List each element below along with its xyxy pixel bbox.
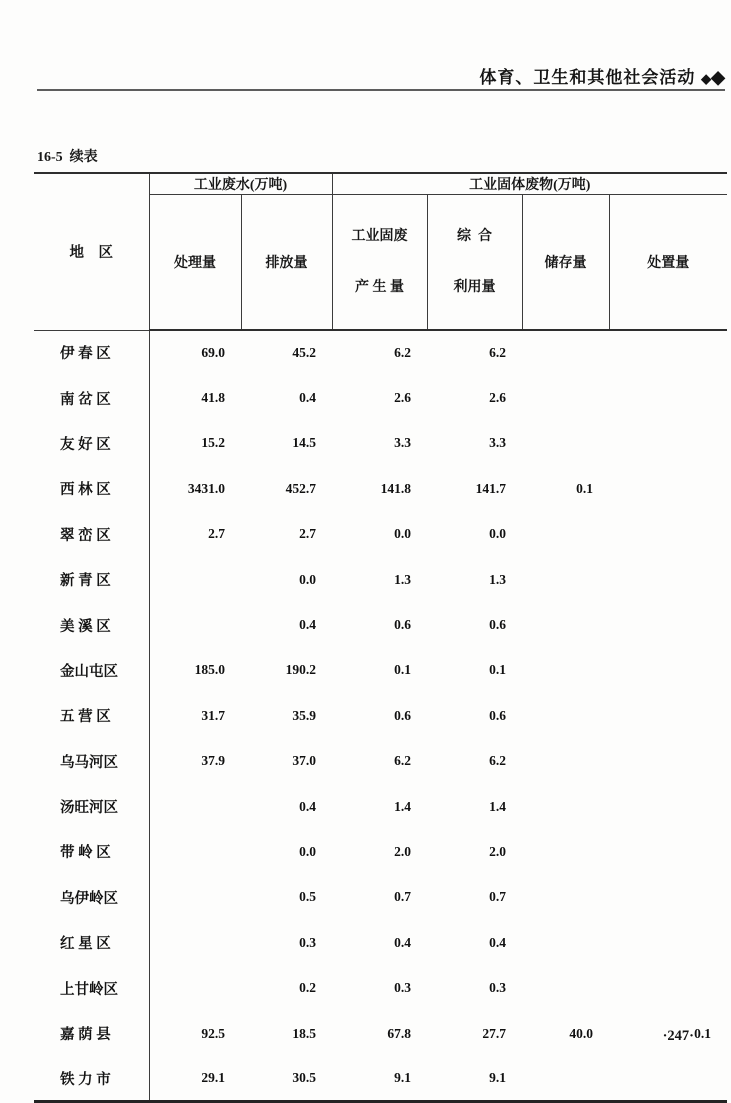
value-cell: 0.4 — [489, 934, 507, 950]
value-cell — [609, 784, 727, 829]
value-cell: 40.0 — [569, 1025, 594, 1041]
value-cell: 0.6 — [489, 707, 507, 723]
value-cell — [609, 965, 727, 1010]
value-cell: 92.5 — [201, 1025, 225, 1041]
region-cell: 南 岔 区 — [34, 375, 149, 420]
table-row — [34, 693, 727, 738]
value-cell: 2.6 — [394, 390, 412, 406]
value-cell: 1.4 — [394, 798, 412, 814]
value-cell: 3.3 — [489, 435, 507, 451]
region-cell: 西 林 区 — [34, 466, 149, 511]
region-cell: 友 好 区 — [34, 421, 149, 466]
value-cell: 41.8 — [201, 390, 225, 406]
value-cell — [609, 739, 727, 784]
diamond-icon: ◆ — [711, 67, 725, 87]
table-caption: 16-5 续表 — [37, 150, 98, 165]
value-cell — [609, 693, 727, 738]
value-cell: 0.0 — [299, 843, 317, 859]
value-cell: 0.5 — [299, 889, 317, 905]
table-row — [34, 512, 727, 557]
group-header-wastewater: 工业废水(万吨) — [149, 173, 332, 195]
value-cell — [149, 602, 241, 647]
table-row — [34, 648, 727, 693]
table-body — [34, 330, 727, 1102]
value-cell: 69.0 — [201, 345, 225, 361]
value-cell: 0.6 — [394, 707, 412, 723]
value-cell: 0.6 — [394, 617, 412, 633]
value-cell — [522, 739, 609, 784]
value-cell: 18.5 — [292, 1025, 317, 1041]
value-cell — [609, 375, 727, 420]
group-header-row — [34, 173, 727, 195]
value-cell — [522, 648, 609, 693]
value-cell: 0.0 — [299, 571, 317, 587]
value-cell — [149, 875, 241, 920]
value-cell: 15.2 — [201, 435, 225, 451]
value-cell: 67.8 — [387, 1025, 412, 1041]
region-cell: 翠 峦 区 — [34, 512, 149, 557]
table-row — [34, 602, 727, 647]
table-row — [34, 875, 727, 920]
value-cell: 31.7 — [201, 707, 225, 723]
value-cell — [609, 330, 727, 375]
table-row — [34, 421, 727, 466]
value-cell: 190.2 — [285, 662, 317, 678]
column-header-utilized-line1: 综 合 — [457, 229, 493, 244]
value-cell: 185.0 — [194, 662, 225, 678]
value-cell — [522, 602, 609, 647]
table-row — [34, 739, 727, 784]
column-header-generated-line2: 产 生 量 — [355, 280, 405, 295]
page-number: ·247· — [662, 1028, 694, 1044]
value-cell: 0.3 — [299, 934, 317, 950]
column-header-utilized — [427, 195, 522, 331]
value-cell: 0.2 — [299, 980, 317, 996]
value-cell — [609, 512, 727, 557]
value-cell: 6.2 — [489, 345, 507, 361]
table-row — [34, 466, 727, 511]
value-cell: 141.8 — [380, 480, 412, 496]
value-cell: 27.7 — [482, 1025, 507, 1041]
value-cell: 2.7 — [208, 526, 225, 542]
value-cell: 30.5 — [292, 1070, 317, 1086]
column-header-disposed: 处置量 — [609, 195, 727, 331]
value-cell: 3.3 — [394, 435, 412, 451]
value-cell: 2.0 — [489, 843, 507, 859]
value-cell: 2.6 — [489, 390, 507, 406]
value-cell: 6.2 — [394, 753, 412, 769]
value-cell — [522, 829, 609, 874]
value-cell: 0.1 — [576, 480, 594, 496]
region-cell: 汤旺河区 — [34, 784, 149, 829]
value-cell — [522, 920, 609, 965]
value-cell: 0.4 — [299, 617, 317, 633]
value-cell — [522, 693, 609, 738]
value-cell — [522, 421, 609, 466]
column-header-stored: 储存量 — [522, 195, 609, 331]
value-cell — [522, 965, 609, 1010]
table-row — [34, 375, 727, 420]
value-cell: 0.4 — [299, 390, 317, 406]
value-cell — [149, 784, 241, 829]
header-rule — [37, 89, 725, 91]
region-cell: 红 星 区 — [34, 920, 149, 965]
region-cell: 伊 春 区 — [34, 330, 149, 375]
region-cell: 嘉 荫 县 — [34, 1011, 149, 1056]
value-cell — [609, 648, 727, 693]
value-cell — [149, 557, 241, 602]
region-cell: 乌伊岭区 — [34, 875, 149, 920]
value-cell — [522, 330, 609, 375]
value-cell — [609, 920, 727, 965]
value-cell — [609, 557, 727, 602]
region-cell: 金山屯区 — [34, 648, 149, 693]
table-row — [34, 784, 727, 829]
table-row — [34, 829, 727, 874]
value-cell: 0.3 — [394, 980, 412, 996]
value-cell — [609, 829, 727, 874]
region-cell: 美 溪 区 — [34, 602, 149, 647]
table-row — [34, 1011, 727, 1056]
table-row — [34, 557, 727, 602]
value-cell: 9.1 — [394, 1070, 412, 1086]
value-cell — [149, 920, 241, 965]
value-cell: 0.4 — [394, 934, 412, 950]
column-header-generated — [332, 195, 427, 331]
value-cell: 2.0 — [394, 843, 412, 859]
value-cell: 6.2 — [394, 345, 412, 361]
table-row — [34, 1056, 727, 1101]
region-cell: 乌马河区 — [34, 739, 149, 784]
value-cell: 0.3 — [489, 980, 507, 996]
value-cell: 141.7 — [475, 480, 507, 496]
group-header-solid-waste: 工业固体废物(万吨) — [332, 173, 727, 195]
value-cell: 29.1 — [201, 1070, 225, 1086]
value-cell: 35.9 — [292, 707, 317, 723]
value-cell — [609, 1056, 727, 1101]
value-cell — [609, 875, 727, 920]
value-cell: 0.4 — [299, 798, 317, 814]
value-cell: 0.1 — [394, 662, 412, 678]
running-head-title: 体育、卫生和其他社会活动 — [479, 68, 702, 87]
value-cell: 1.3 — [489, 571, 507, 587]
value-cell: 0.7 — [394, 889, 412, 905]
value-cell — [609, 466, 727, 511]
column-header-utilized-line2: 利用量 — [453, 280, 496, 295]
value-cell: 1.3 — [394, 571, 412, 587]
value-cell: 37.9 — [201, 753, 225, 769]
value-cell: 1.4 — [489, 798, 507, 814]
value-cell: 0.1 — [489, 662, 507, 678]
value-cell: 14.5 — [292, 435, 317, 451]
region-cell: 铁 力 市 — [34, 1056, 149, 1101]
value-cell: 452.7 — [285, 480, 317, 496]
value-cell: 0.0 — [394, 526, 412, 542]
value-cell: 0.7 — [489, 889, 507, 905]
column-header-treated: 处理量 — [149, 195, 241, 331]
region-cell: 上甘岭区 — [34, 965, 149, 1010]
value-cell — [522, 375, 609, 420]
value-cell: 2.7 — [299, 526, 317, 542]
value-cell — [522, 875, 609, 920]
value-cell: 37.0 — [292, 753, 317, 769]
value-cell — [522, 1056, 609, 1101]
value-cell: 3431.0 — [187, 480, 225, 496]
region-cell: 带 岭 区 — [34, 829, 149, 874]
region-cell: 五 营 区 — [34, 693, 149, 738]
value-cell: 0.6 — [489, 617, 507, 633]
value-cell — [149, 965, 241, 1010]
running-head — [37, 63, 725, 88]
value-cell: 9.1 — [489, 1070, 507, 1086]
value-cell — [149, 829, 241, 874]
value-cell — [609, 421, 727, 466]
table-row — [34, 965, 727, 1010]
column-header-generated-line1: 工业固废 — [351, 229, 408, 244]
value-cell — [609, 602, 727, 647]
region-cell: 新 青 区 — [34, 557, 149, 602]
region-column-header: 地 区 — [34, 173, 149, 330]
value-cell: 6.2 — [489, 753, 507, 769]
table-header — [34, 173, 727, 330]
value-cell — [522, 557, 609, 602]
value-cell: 0.0 — [489, 526, 507, 542]
value-cell: 0.1 — [694, 1025, 712, 1041]
table-row — [34, 920, 727, 965]
diamond-icon: ◆ — [701, 71, 712, 86]
column-header-discharged: 排放量 — [241, 195, 332, 331]
value-cell — [522, 784, 609, 829]
table-row — [34, 330, 727, 375]
stats-table — [34, 172, 727, 1103]
value-cell: 45.2 — [292, 345, 317, 361]
value-cell — [522, 512, 609, 557]
